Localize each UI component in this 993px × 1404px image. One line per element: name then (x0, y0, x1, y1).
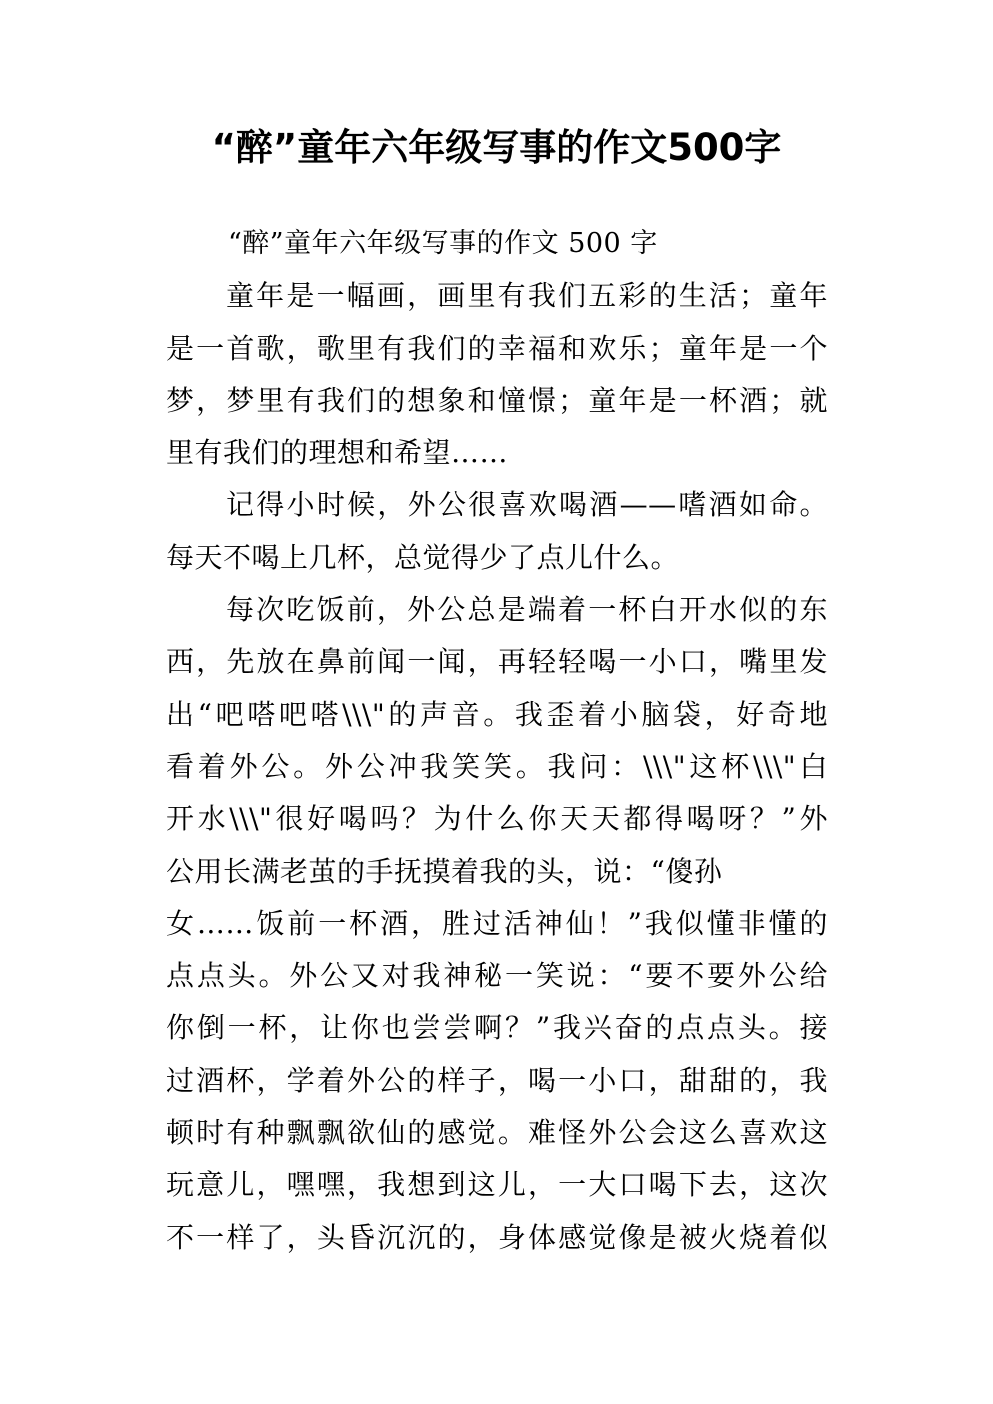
text-line: 顿时有种飘飘欲仙的感觉。难怪外公会这么喜欢这 (166, 1116, 828, 1150)
paragraph-1 (166, 270, 828, 479)
text-line: 玩意儿，嘿嘿，我想到这儿，一大口喝下去，这次 (166, 1168, 828, 1202)
text-line: 梦，梦里有我们的想象和憧憬；童年是一杯酒；就 (166, 383, 828, 417)
text-line: 看着外公。外公冲我笑笑。我问：\\\"这杯\\\"白 (166, 749, 828, 783)
document-subtitle: “醉”童年六年级写事的作文 500 字 (228, 228, 658, 259)
text-line: 西，先放在鼻前闻一闻，再轻轻喝一小口，嘴里发 (166, 645, 828, 679)
document-title: “醉”童年六年级写事的作文500字 (211, 126, 782, 169)
paragraph-3 (166, 584, 828, 1264)
text-line: 女……饭前一杯酒，胜过活神仙！”我似懂非懂的 (166, 906, 828, 940)
text-line: 童年是一幅画，画里有我们五彩的生活；童年 (226, 279, 828, 313)
text-line: 记得小时候，外公很喜欢喝酒——嗜酒如命。 (226, 488, 828, 522)
text-line: 过酒杯，学着外公的样子，喝一小口，甜甜的，我 (166, 1063, 828, 1097)
text-line: 你倒一杯，让你也尝尝啊？”我兴奋的点点头。接 (166, 1011, 828, 1045)
text-line: 开水\\\"很好喝吗？为什么你天天都得喝呀？”外 (166, 802, 828, 836)
text-line: 点点头。外公又对我神秘一笑说：“要不要外公给 (166, 959, 828, 993)
document-body (166, 218, 828, 1264)
paragraph-2 (166, 479, 828, 584)
text-line: 每天不喝上几杯，总觉得少了点儿什么。 (166, 540, 680, 574)
text-line: 里有我们的理想和希望…… (166, 436, 509, 470)
text-line: 出“吧嗒吧嗒\\\"的声音。我歪着小脑袋，好奇地 (166, 697, 828, 731)
text-line: 每次吃饭前，外公总是端着一杯白开水似的东 (226, 593, 828, 627)
text-line: 是一首歌，歌里有我们的幸福和欢乐；童年是一个 (166, 331, 828, 365)
text-line: 公用长满老茧的手抚摸着我的头，说：“傻孙 (166, 854, 723, 888)
text-line: 不一样了，头昏沉沉的，身体感觉像是被火烧着似 (166, 1220, 828, 1254)
